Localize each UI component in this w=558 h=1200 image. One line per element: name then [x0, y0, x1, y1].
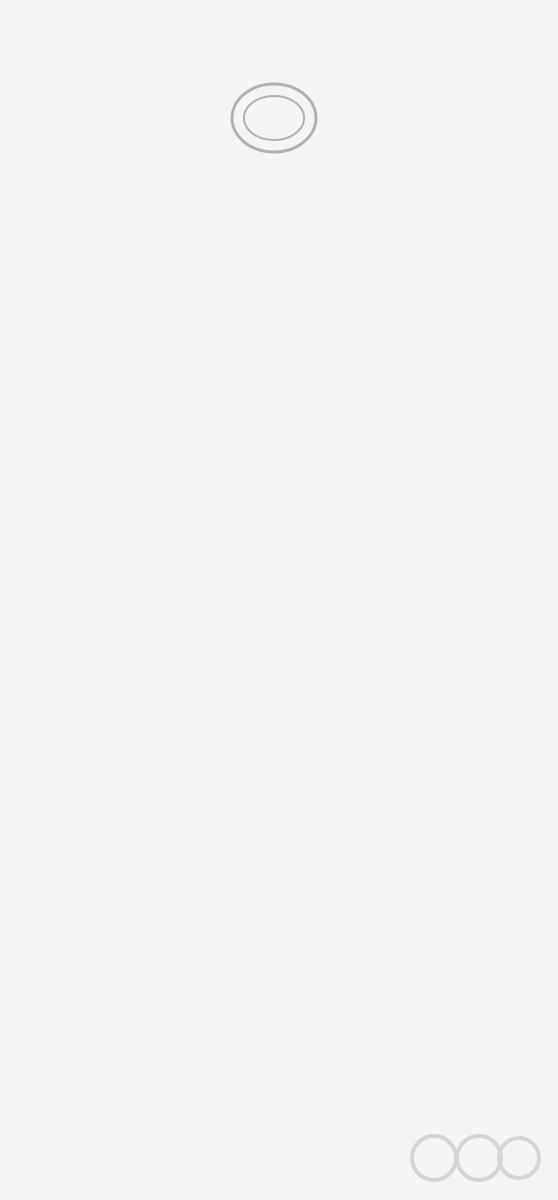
seal-stamp-icon — [228, 78, 320, 158]
watermark-logo-icon — [404, 1130, 544, 1190]
